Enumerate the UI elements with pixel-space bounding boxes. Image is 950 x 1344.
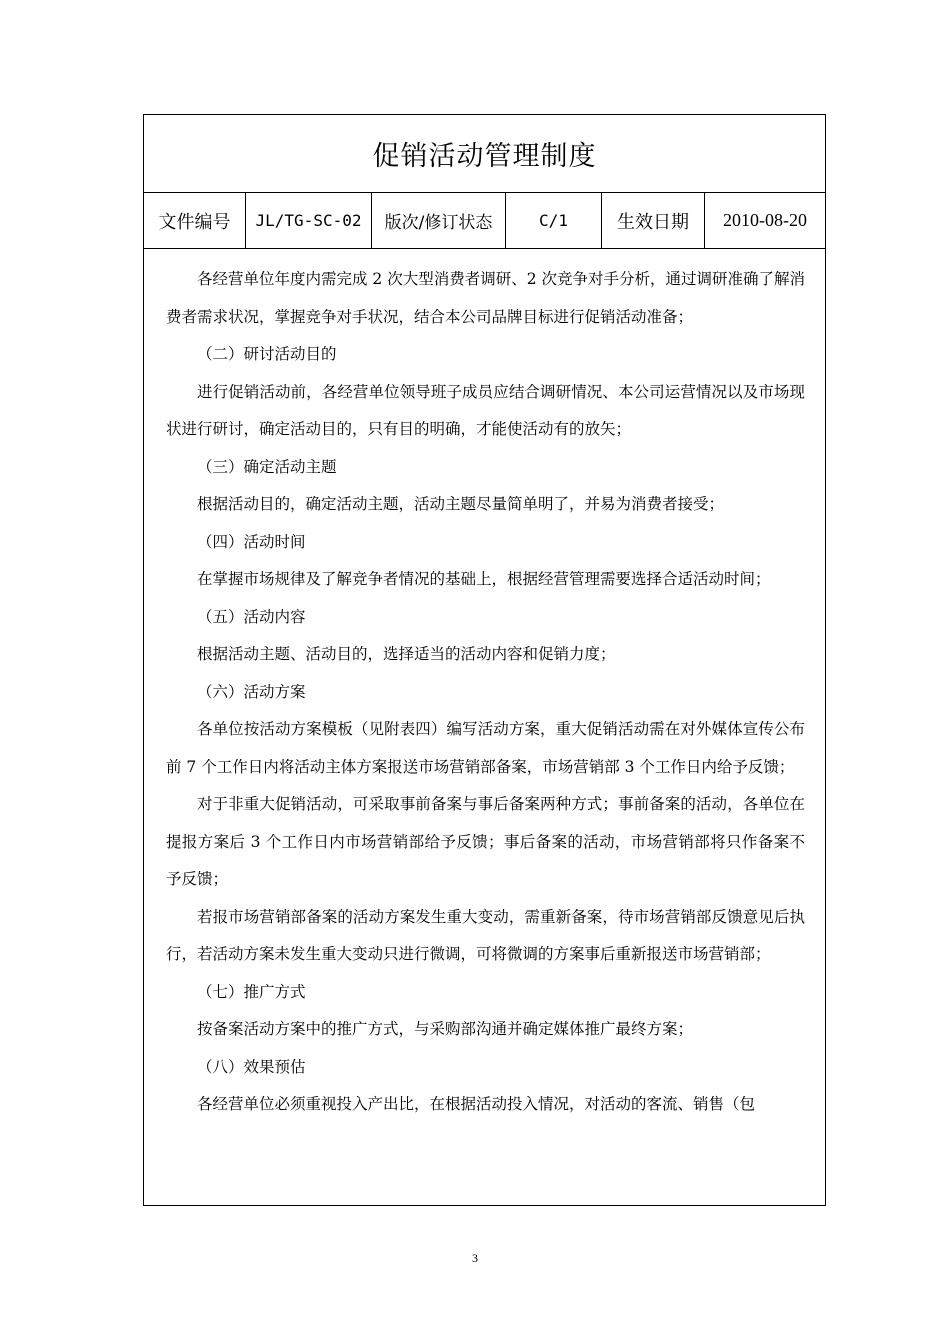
title-row <box>144 115 825 193</box>
body-paragraph: 若报市场营销部备案的活动方案发生重大变动，需重新备案，待市场营销部反馈意见后执行，若活动方案未发生重大变动只进行微调，可将微调的方案事后重新报送市场营销部； <box>166 907 805 963</box>
section-heading: （三）确定活动主题 <box>197 457 337 476</box>
document-title: 促销活动管理制度 <box>372 141 597 172</box>
doc-number-label: 文件编号 <box>144 193 246 248</box>
section-heading: （七）推广方式 <box>197 982 306 1001</box>
section-heading: （四）活动时间 <box>197 532 306 551</box>
body-paragraph: 根据活动主题、活动目的，选择适当的活动内容和促销力度； <box>197 645 616 663</box>
body-paragraph: 进行促销活动前，各经营单位领导班子成员应结合调研情况、本公司运营情况以及市场现状进行研讨，确定活动目的，只有目的明确，才能使活动有的放矢； <box>166 382 805 438</box>
section-heading: （二）研讨活动目的 <box>197 345 337 363</box>
body-paragraph: 各经营单位年度内需完成 2 次大型消费者调研、2 次竞争对手分析，通过调研准确了解消费者需求状况，掌握竞争对手状况，结合本公司品牌目标进行促销活动准备； <box>166 270 806 326</box>
page-number: 3 <box>472 1251 478 1265</box>
document-frame <box>143 114 826 1206</box>
version-label: 版次/修订状态 <box>372 193 506 248</box>
body-paragraph: 根据活动目的，确定活动主题，活动主题尽量简单明了，并易为消费者接受； <box>197 495 725 513</box>
body-paragraph: 对于非重大促销活动，可采取事前备案与事后备案两种方式；事前备案的活动，各单位在提报方案后 3 个工作日内市场营销部给予反馈；事后备案的活动，市场营销部将只作备案不予反馈； <box>166 795 805 888</box>
body-paragraph: 按备案活动方案中的推广方式，与采购部沟通并确定媒体推广最终方案； <box>197 1020 694 1038</box>
document-body <box>144 249 825 1124</box>
body-paragraph: 各经营单位必须重视投入产出比，在根据活动投入情况，对活动的客流、销售（包 <box>197 1095 756 1113</box>
section-heading: （六）活动方案 <box>197 682 306 701</box>
body-paragraph: 各单位按活动方案模板（见附表四）编写活动方案，重大促销活动需在对外媒体宣传公布前 7 个工作日内将活动主体方案报送市场营销部备案，市场营销部 3 个工作日内给予反馈； <box>166 720 805 776</box>
version-value: C/1 <box>506 193 602 248</box>
meta-row <box>144 193 825 249</box>
doc-number-value: JL/TG-SC-02 <box>246 193 372 248</box>
body-paragraph: 在掌握市场规律及了解竞争者情况的基础上，根据经营管理需要选择合适活动时间； <box>197 570 771 588</box>
effective-date-value: 2010-08-20 <box>723 210 807 230</box>
section-heading: （八）效果预估 <box>197 1057 306 1076</box>
effective-date-label: 生效日期 <box>602 193 705 248</box>
section-heading: （五）活动内容 <box>197 607 306 626</box>
